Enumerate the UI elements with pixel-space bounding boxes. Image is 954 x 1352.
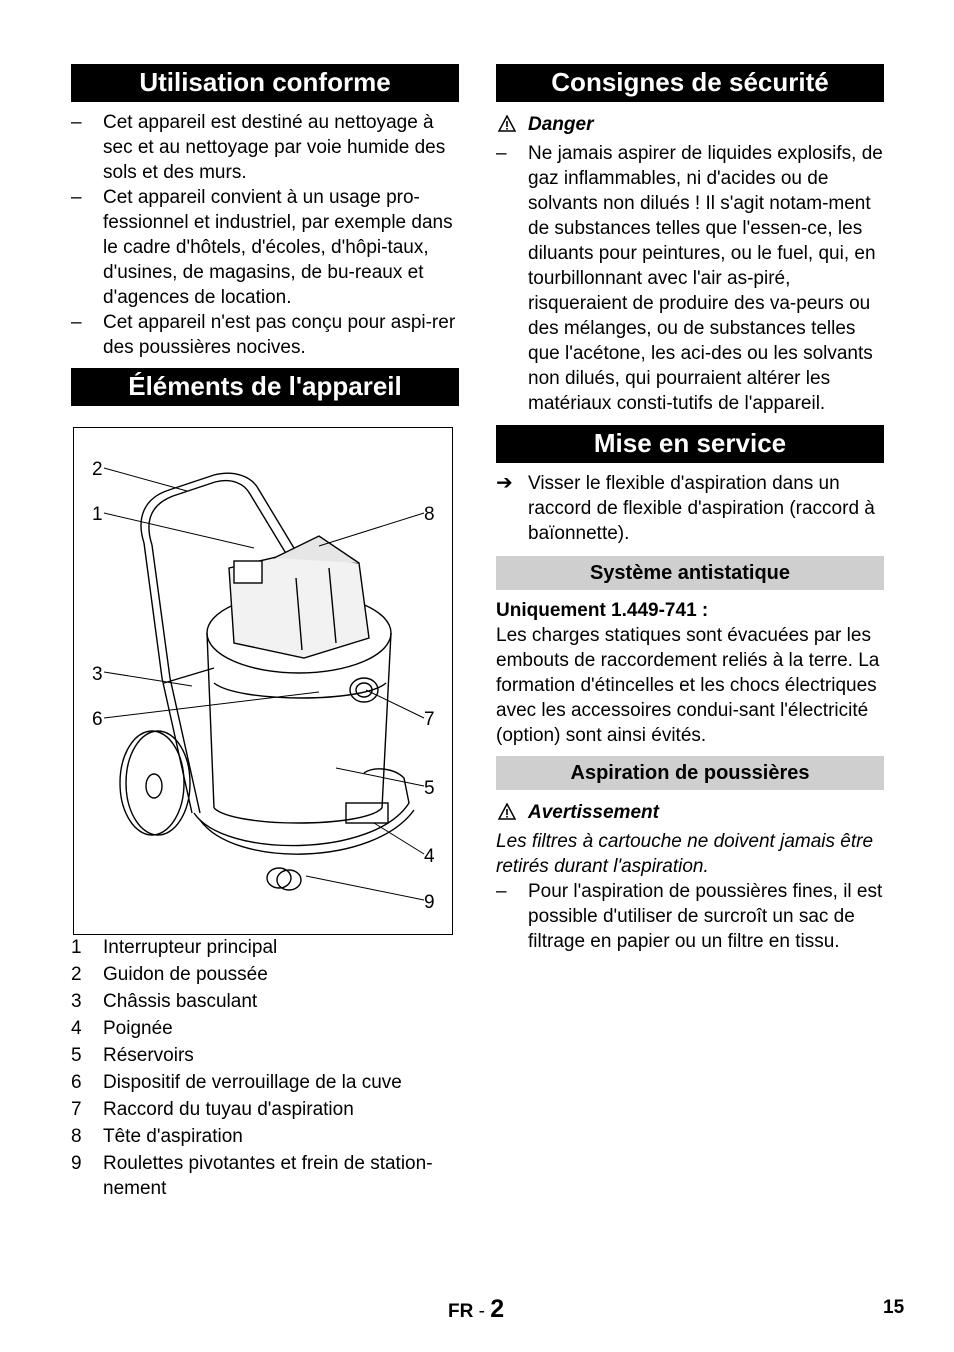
callout-2: 2 (92, 459, 103, 480)
legend-item: 9 Roulettes pivotantes et frein de station-nement (71, 1153, 433, 1199)
warning-text: Les filtres à cartouche ne doivent jamais être retirés durant l'aspiration. (496, 831, 874, 877)
callout-3: 3 (92, 664, 103, 685)
dash-marker: – (71, 112, 82, 133)
vacuum-illustration (74, 428, 454, 936)
arrow-right-icon: ➔ (496, 472, 513, 494)
legend-item: 1 Interrupteur principal (71, 937, 278, 958)
callout-8: 8 (424, 504, 435, 525)
section-title-antistatique: Système antistatique (496, 556, 884, 590)
list-item: – Pour l'aspiration de poussières fines, il est possible d'utiliser de surcroît un sac de filtrage en papier ou un filtre en tissu. (496, 881, 883, 952)
section-title-utilisation: Utilisation conforme (71, 64, 459, 102)
list-item: – Ne jamais aspirer de liquides explosifs, de gaz inflammables, ni d'acides ou de solvants non dilués ! Il s'agit notam-ment de substances telles que l'essen-ce, les diluants pour peintures, ou le fuel, qui, en tourbillonnant avec l'air as-piré, risqueraient de produire des va-peurs ou des mélanges, ou de substances telles que l'acétone, les aci-des ou les solvants non dilués, qui pourraient altérer les matériaux consti-tutifs de l'appareil. (496, 143, 883, 414)
section-title-consignes: Consignes de sécurité (496, 64, 884, 102)
antistatique-subtitle: Uniquement 1.449-741 : (496, 600, 709, 621)
legend-item: 3 Châssis basculant (71, 991, 258, 1012)
legend-item: 6 Dispositif de verrouillage de la cuve (71, 1072, 402, 1093)
warning-triangle-icon (498, 803, 516, 820)
utilisation-list (71, 110, 459, 360)
callout-9: 9 (424, 892, 435, 913)
legend-item: 2 Guidon de poussée (71, 964, 268, 985)
callout-6: 6 (92, 709, 103, 730)
danger-heading: Danger (496, 112, 884, 137)
dash-marker: – (71, 187, 82, 208)
device-figure (73, 427, 453, 935)
legend-item: 5 Réservoirs (71, 1045, 194, 1066)
dash-marker: – (71, 312, 82, 333)
callout-4: 4 (424, 846, 435, 867)
legend-item: 8 Tête d'aspiration (71, 1126, 243, 1147)
footer-section-label: FR - 2 (448, 1295, 505, 1323)
legend-item: 4 Poignée (71, 1018, 173, 1039)
dash-marker: – (496, 881, 507, 902)
callout-1: 1 (92, 504, 103, 525)
component-legend (71, 935, 459, 1201)
left-column (71, 64, 459, 1203)
callout-5: 5 (424, 778, 435, 799)
legend-item: 7 Raccord du tuyau d'aspiration (71, 1099, 354, 1120)
list-item: – Cet appareil est destiné au nettoyage à sec et au nettoyage par voie humide des sols et des murs. (71, 112, 446, 183)
instruction-step: ➔ Visser le flexible d'aspiration dans un raccord de flexible d'aspiration (raccord à baïonnette). (496, 472, 875, 544)
warning-heading: Avertissement (496, 800, 884, 825)
antistatique-text: Les charges statiques sont évacuées par les embouts de raccordement reliés à la terre. La formation d'étincelles et les chocs électriques avec les accessoires condui-sant l'électricité (option) sont ainsi évités. (496, 625, 880, 746)
section-title-elements: Éléments de l'appareil (71, 368, 459, 406)
aspiration-list (496, 879, 884, 954)
list-item: – Cet appareil convient à un usage pro-fessionnel et industriel, par exemple dans le cadre d'hôtels, d'écoles, d'hôpi-taux, d'usines, de magasins, de bu-reaux et d'agences de location. (71, 187, 453, 308)
warning-triangle-icon (498, 115, 516, 132)
callout-7: 7 (424, 709, 435, 730)
right-column (496, 64, 884, 954)
page-number: 15 (883, 1297, 905, 1318)
dash-marker: – (496, 143, 507, 164)
section-title-aspiration: Aspiration de poussières (496, 756, 884, 790)
danger-list (496, 141, 884, 416)
section-title-mise-en-service: Mise en service (496, 425, 884, 463)
list-item: – Cet appareil n'est pas conçu pour aspi-rer des poussières nocives. (71, 312, 456, 358)
